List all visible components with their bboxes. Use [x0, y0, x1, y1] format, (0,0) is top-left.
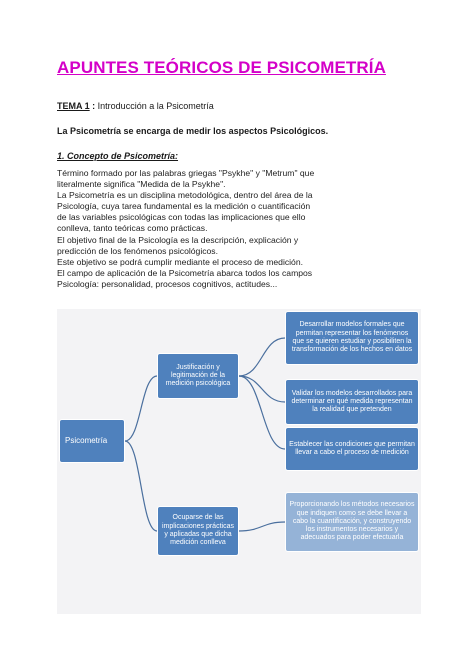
body-line: La Psicometría es un disciplina metodológica, dentro del área de la	[57, 190, 313, 201]
topic-separator: :	[89, 101, 98, 111]
body-line: Término formado por las palabras griegas "Psykhe" y "Metrum" que	[57, 168, 315, 178]
diagram-node-leaf-formal-models: Desarrollar modelos formales que permitan representar los fenómenos que se quieren estudiar y posibiliten la transformación de los hechos en datos	[285, 311, 419, 365]
body-paragraph	[57, 168, 387, 290]
connector-root-branch-2	[125, 441, 157, 531]
body-line: El campo de aplicación de la Psicometría abarca todos los campos	[57, 267, 313, 278]
body-line: predicción de los fenómenos psicológicos.	[57, 245, 218, 256]
body-line: literalmente significa "Medida de la Psykhe".	[57, 179, 226, 190]
diagram-node-leaf-conditions: Establecer las condiciones que permitan llevar a cabo el proceso de medición	[285, 427, 419, 471]
body-line: Psicología: personalidad, procesos cognitivos, actitudes...	[57, 278, 278, 289]
topic-line	[57, 101, 214, 111]
body-line: de las variables psicológicas con todas las implicaciones que ello	[57, 212, 306, 223]
connector-branch-2-leaf-1	[239, 522, 285, 531]
body-line: conlleva, tanto teóricas como prácticas.	[57, 223, 208, 234]
connector-branch-1-leaf-3	[239, 376, 285, 449]
diagram-node-leaf-validate-models: Validar los modelos desarrollados para determinar en qué medida representan la realidad que pretenden	[285, 379, 419, 425]
body-line: Este objetivo se podrá cumplir mediante el proceso de medición.	[57, 256, 304, 267]
body-line: El objetivo final de la Psicología es la descripción, explicación y	[57, 234, 299, 245]
section-heading: 1. Concepto de Psicometría:	[57, 151, 179, 161]
diagram-node-root: Psicometría	[59, 419, 125, 463]
concept-diagram	[57, 309, 421, 614]
diagram-node-branch-justification: Justificación y legitimación de la medición psicológica	[157, 353, 239, 399]
lead-sentence: La Psicometría se encarga de medir los aspectos Psicológicos.	[57, 126, 329, 136]
diagram-node-leaf-methods: Proporcionando los métodos necesarios que indiquen como se debe llevar a cabo la cuantificación, y construyendo los instrumentos necesarios y adecuados para poder efectuarla	[285, 492, 419, 552]
topic-text: Introducción a la Psicometría	[97, 101, 214, 111]
diagram-node-branch-practical: Ocuparse de las implicaciones prácticas y aplicadas que dicha medición conlleva	[157, 506, 239, 556]
body-line: Psicología, cuya tarea fundamental es la medición o cuantificación	[57, 201, 311, 212]
connector-root-branch-1	[125, 376, 157, 441]
connector-branch-1-leaf-2	[239, 376, 285, 402]
connector-branch-1-leaf-1	[239, 338, 285, 376]
topic-label: TEMA 1	[57, 101, 90, 111]
document-title: APUNTES TEÓRICOS DE PSICOMETRÍA	[57, 58, 386, 77]
